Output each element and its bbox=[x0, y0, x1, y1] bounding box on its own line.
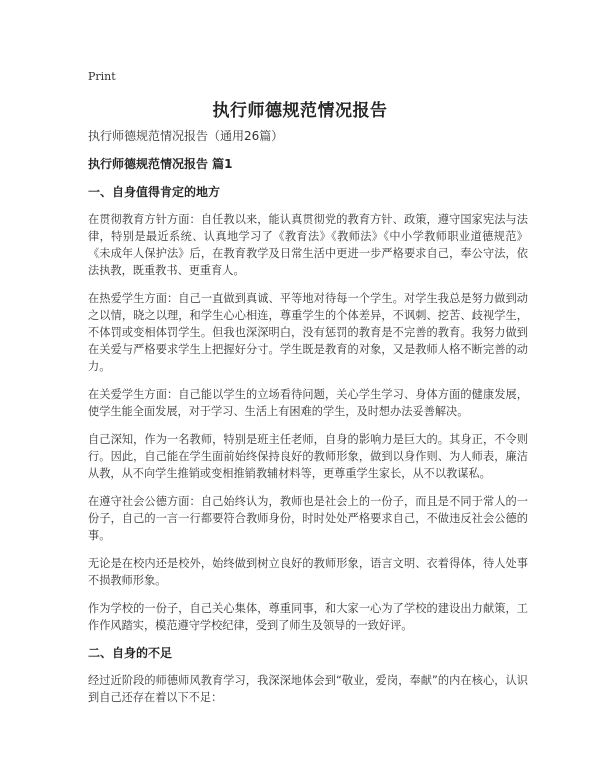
document-subtitle: 执行师德规范情况报告（通用26篇） bbox=[88, 129, 284, 143]
article-title: 执行师德规范情况报告 篇1 bbox=[88, 157, 233, 171]
paragraph: 在贯彻教育方针方面：自任教以来，能认真贯彻党的教育方针、政策，遵守国家宪法与法律，特别是最近系统、认真地学习了《教育法》《教师法》《中小学教师职业道德规范》《未成年人保护法》后，在教育教学及日常生活中更进一步严格要求自己，奉公守法，依法执教，既重教书、更重育人。 bbox=[88, 213, 528, 277]
paragraph: 作为学校的一份子，自己关心集体，尊重同事，和大家一心为了学校的建设出力献策，工作作风踏实，模范遵守学校纪律，受到了师生及领导的一致好评。 bbox=[88, 602, 528, 632]
section-heading-strengths: 一、自身值得肯定的地方 bbox=[88, 185, 221, 199]
page-title: 执行师德规范情况报告 bbox=[212, 101, 388, 121]
paragraph: 在热爱学生方面：自己一直做到真诚、平等地对待每一个学生。对学生我总是努力做到动之以情，晓之以理，和学生心心相连，尊重学生的个体差异，不讽刺、挖苦、歧视学生，不体罚或变相体罚学生。但我也深深明白，没有惩罚的教育是不完善的教育。我努力做到在关爱与严格要求学生上把握好分寸。学生既是教育的对象，又是教师人格不断完善的动力。 bbox=[88, 292, 528, 373]
section-heading-shortcomings: 二、自身的不足 bbox=[88, 646, 173, 660]
paragraph: 在遵守社会公德方面：自己始终认为，教师也是社会上的一份子，而且是不同于常人的一份子，自己的一言一行都要符合教师身份，时时处处严格要求自己，不做违反社会公德的事。 bbox=[88, 495, 528, 542]
paragraph: 无论是在校内还是校外，始终做到树立良好的教师形象，语言文明、衣着得体，待人处事不损教师形象。 bbox=[88, 557, 528, 587]
print-label: Print bbox=[88, 70, 116, 83]
paragraph: 自己深知，作为一名教师，特别是班主任老师，自身的影响力是巨大的。其身正，不令则行。因此，自己能在学生面前始终保持良好的教师形象，做到以身作则、为人师表，廉洁从教，从不向学生推销或变相推销教辅材料等，更尊重学生家长，从不以教谋私。 bbox=[88, 433, 528, 480]
paragraph: 在关爱学生方面：自己能以学生的立场看待问题，关心学生学习、身体方面的健康发展，使学生能全面发展，对于学习、生活上有困难的学生，及时想办法妥善解决。 bbox=[88, 388, 528, 418]
document-body bbox=[88, 128, 528, 717]
paragraph: 经过近阶段的师德师风教育学习，我深深地体会到“敬业，爱岗，奉献”的内在核心，认识到自己还存在着以下不足： bbox=[88, 674, 528, 704]
